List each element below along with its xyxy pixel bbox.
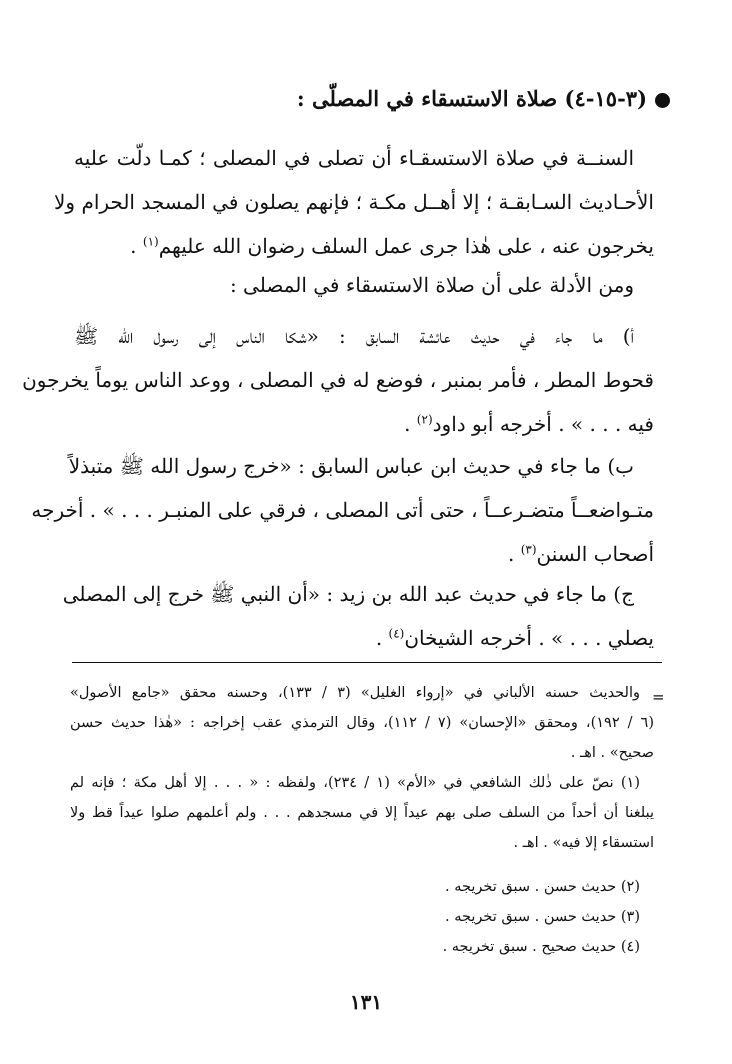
paragraph-2: [74, 263, 654, 307]
footnote-ref: (٤): [388, 626, 405, 641]
paragraph-1: [54, 136, 654, 268]
text-line: يصلي . . . » . أخرجه الشيخان$^{(٤)}$ .: [375, 626, 654, 650]
footnote-1: [70, 768, 654, 858]
text-line: ب) ما جاء في حديث ابن عباس السابق : «خرج رسول الله ﷺ متبذلاً: [68, 454, 634, 478]
bullet-icon: [655, 93, 670, 108]
footnote-line: (١) نصّ على ذٰلك الشافعي في «الأم» (١ / ٢٣٤)، ولفظه : « . . . إلا أهل مكة ؛ فإنه لم: [70, 775, 641, 791]
footnote-line: (٣) حديث حسن . سبق تخريجه .: [445, 909, 640, 925]
text-line: السنــة في صلاة الاستسقـاء أن تصلى في المصلى ؛ كمـا دلّت عليه: [74, 146, 634, 170]
text-line: أصحاب السنن$^{(٣)}$ .: [507, 542, 654, 566]
footnote-4: [70, 932, 654, 962]
footnote-line: يبلغنا أن أحداً من السلف صلى بهم عيداً إلا في مسجدهم . . . ولم أعلمهم صلوا عيداً قط ولا: [70, 805, 654, 821]
footnote-ref: (٣): [520, 542, 537, 557]
text-line: متـواضعــاً متضـرعــاً ، حتى أتى المصلى ، فرقي على المنبـر . . . » . أخرجه: [31, 498, 654, 522]
page-number: ١٣١: [349, 990, 383, 1014]
footnote-continued: [70, 678, 654, 768]
footnote-line: استسقاء إلا فيه» . اهـ .: [513, 835, 654, 851]
text-line: الأحـاديث السـابقـة ؛ إلا أهــل مكـة ؛ فإنهم يصلون في المسجد الحرام ولا: [54, 190, 654, 214]
footnote-line: (٤) حديث صحيح . سبق تخريجه .: [442, 939, 640, 955]
footnote-3: [70, 902, 654, 932]
text-line: يخرجون عنه ، على هٰذا جرى عمل السلف رضوان الله عليهم$^{(١)}$ .: [130, 234, 654, 258]
footnote-2: [70, 872, 654, 902]
paragraph-3: [22, 314, 654, 446]
section-heading-text: (٣-١٥-٤) صلاة الاستسقاء في المصلّى :: [296, 86, 647, 111]
paragraph-4: [31, 444, 654, 576]
section-heading: [50, 86, 670, 111]
footnote-ref: (١): [142, 234, 159, 249]
footnote-divider: [72, 662, 662, 663]
footnote-line: والحديث حسنه الألباني في «إرواء الغليل» (٣ / ١٣٣)، وحسنه محقق «جامع الأصول»: [70, 685, 640, 701]
footnote-ref: (٢): [416, 412, 433, 427]
footnote-line: صحيح» . اهـ .: [570, 745, 654, 761]
text-line: فيه . . . » . أخرجه أبو داود$^{(٢)}$ .: [404, 412, 654, 436]
footnote-continuation-mark: =: [652, 688, 665, 706]
text-line: أ) ما جاء في حديث عائشة السابق : «شكا الناس إلى رسول الله ﷺ: [74, 324, 635, 348]
text-line: قحوط المطر ، فأمر بمنبر ، فوضع له في المصلى ، ووعد الناس يوماً يخرجون: [22, 368, 654, 392]
text-line: ج) ما جاء في حديث عبد الله بن زيد : «أن النبي ﷺ خرج إلى المصلى: [62, 582, 634, 606]
text-line: ومن الأدلة على أن صلاة الاستسقاء في المصلى :: [229, 273, 634, 297]
paragraph-5: [62, 572, 654, 660]
footnote-line: (٦ / ١٩٢)، ومحقق «الإحسان» (٧ / ١١٢)، وقال الترمذي عقب إخراجه : «هٰذا حديث حسن: [70, 715, 655, 731]
footnote-line: (٢) حديث حسن . سبق تخريجه .: [445, 879, 640, 895]
